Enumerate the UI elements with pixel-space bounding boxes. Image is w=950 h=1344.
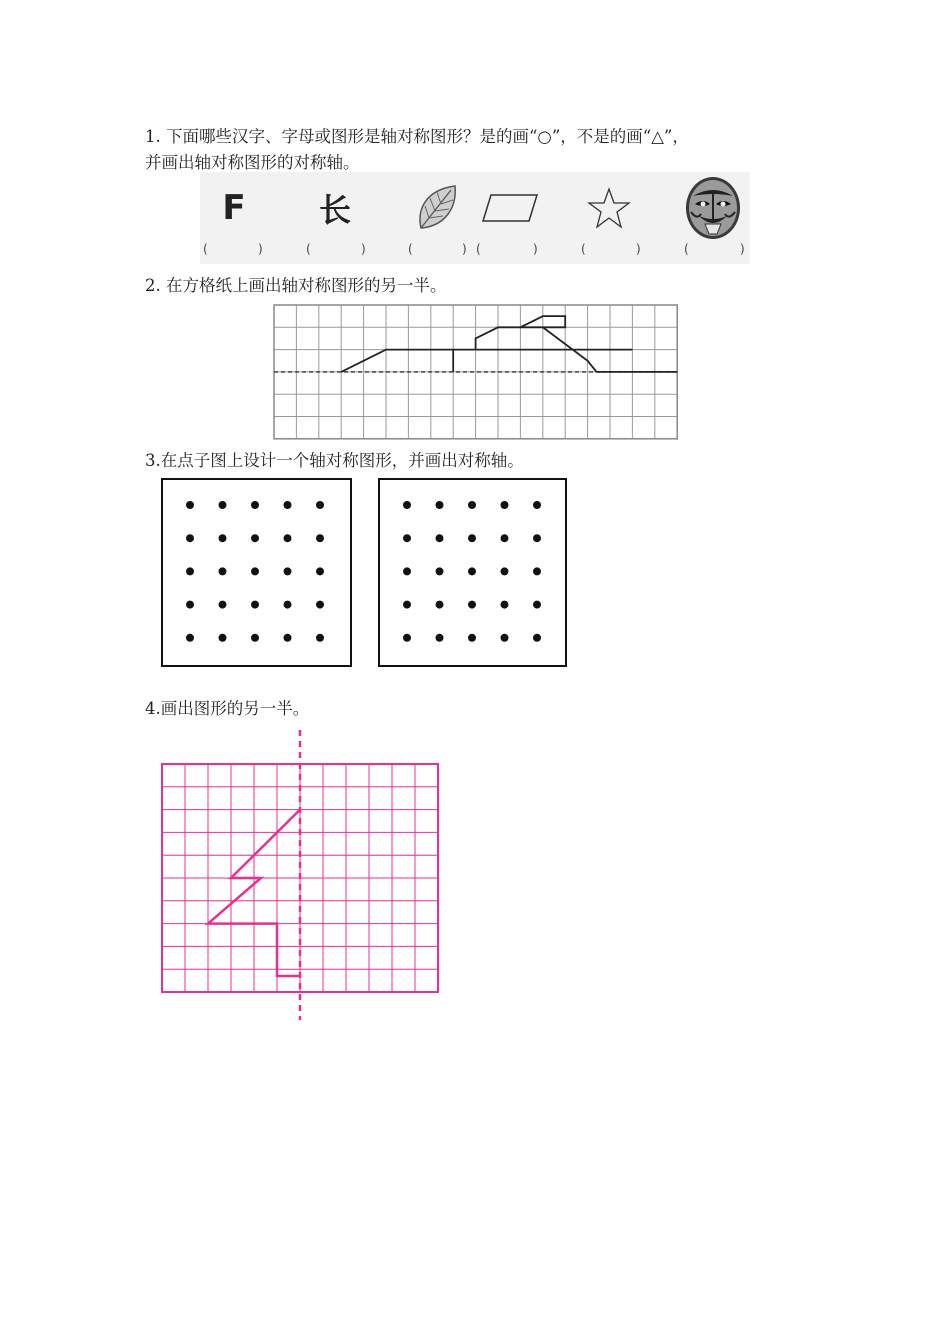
- opera-mask-icon: [683, 174, 743, 240]
- question-2-grid-paper: [272, 303, 680, 441]
- star-item: [586, 180, 632, 236]
- leaf-icon: [415, 182, 459, 234]
- answer-bracket-open: (: [684, 242, 689, 256]
- grid-dot: [251, 501, 259, 509]
- grid-dot: [533, 501, 541, 509]
- grid-dot: [316, 634, 324, 642]
- grid-dot: [403, 634, 411, 642]
- grid-dot: [186, 634, 194, 642]
- character-chang: 长: [318, 191, 351, 229]
- answer-bracket-close: ): [636, 242, 641, 256]
- grid-dot: [219, 534, 227, 542]
- grid-dot: [284, 634, 292, 642]
- letter-f-item: [218, 180, 250, 236]
- grid-dot: [468, 601, 476, 609]
- answer-bracket-open: (: [408, 242, 413, 256]
- grid-dot: [436, 501, 444, 509]
- grid-dot: [501, 534, 509, 542]
- grid-dot: [284, 534, 292, 542]
- star-icon: [587, 187, 631, 229]
- grid-dot: [316, 601, 324, 609]
- grid-dot: [403, 501, 411, 509]
- grid-dot: [468, 634, 476, 642]
- grid-dot: [284, 567, 292, 575]
- parallelogram-item: [480, 180, 540, 236]
- answer-bracket-close: ): [361, 242, 366, 256]
- answer-bracket-open: (: [306, 242, 311, 256]
- grid-dot: [533, 601, 541, 609]
- grid-dot: [186, 601, 194, 609]
- grid-dot: [468, 534, 476, 542]
- answer-bracket-close: ): [740, 242, 745, 256]
- grid-dot: [533, 634, 541, 642]
- grid-dot: [219, 501, 227, 509]
- dot-grid-right: [378, 478, 567, 667]
- grid-dot: [284, 501, 292, 509]
- grid-dot: [501, 567, 509, 575]
- grid-dot: [436, 567, 444, 575]
- question-1-figure-strip: [200, 172, 750, 264]
- grid-dot: [186, 534, 194, 542]
- grid-dot: [533, 534, 541, 542]
- grid-dot: [251, 567, 259, 575]
- question-1-line-1: 1. 下面哪些汉字、字母或图形是轴对称图形？是的画“○”，不是的画“△”，: [145, 127, 689, 146]
- grid-dot: [436, 601, 444, 609]
- grid-dot: [316, 534, 324, 542]
- grid-dot: [186, 567, 194, 575]
- grid-dot: [284, 601, 292, 609]
- grid-dot: [186, 501, 194, 509]
- half-figure-outline: [341, 316, 677, 372]
- grid-dot: [403, 601, 411, 609]
- letter-f: F: [222, 188, 246, 228]
- answer-bracket-close: ): [258, 242, 263, 256]
- grid-dot: [501, 501, 509, 509]
- answer-bracket-open: (: [476, 242, 481, 256]
- parallelogram-icon: [481, 193, 539, 223]
- opera-mask-item: [680, 174, 746, 240]
- grid-dot: [436, 634, 444, 642]
- dot-grid-left: [161, 478, 352, 667]
- leaf-item: [412, 180, 462, 236]
- grid-dot: [251, 534, 259, 542]
- question-3-title: 3.在点子图上设计一个轴对称图形，并画出对称轴。: [145, 451, 524, 470]
- grid-dot: [403, 567, 411, 575]
- question-2-title: 2. 在方格纸上画出轴对称图形的另一半。: [145, 276, 447, 295]
- grid-dot: [501, 601, 509, 609]
- question-1-line-2: 并画出轴对称图形的对称轴。: [145, 153, 360, 172]
- grid-dot: [251, 634, 259, 642]
- question-4-title: 4.画出图形的另一半。: [145, 699, 310, 718]
- answer-bracket-open: (: [203, 242, 208, 256]
- grid-dot: [219, 634, 227, 642]
- grid-dot: [316, 501, 324, 509]
- answer-bracket-close: ): [462, 242, 467, 256]
- grid-dot: [316, 567, 324, 575]
- grid-dot: [219, 567, 227, 575]
- question-4-pink-grid: [155, 728, 445, 1022]
- grid-dot: [533, 567, 541, 575]
- character-chang-item: [312, 180, 358, 236]
- grid-dot: [251, 601, 259, 609]
- answer-bracket-close: ): [533, 242, 538, 256]
- grid-dot: [468, 501, 476, 509]
- grid-dot: [403, 534, 411, 542]
- grid-dot: [468, 567, 476, 575]
- grid-dot: [219, 601, 227, 609]
- answer-bracket-open: (: [581, 242, 586, 256]
- grid-dot: [436, 534, 444, 542]
- grid-dot: [501, 634, 509, 642]
